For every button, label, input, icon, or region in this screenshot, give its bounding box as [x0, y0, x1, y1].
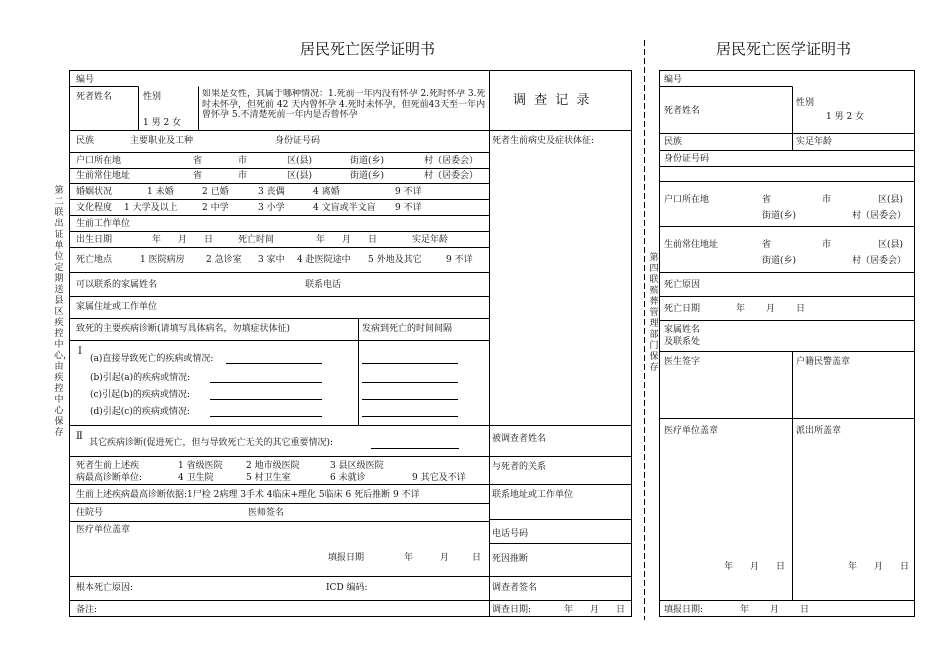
right-hukou-label: 户口所在地 [664, 195, 710, 205]
fill-month: 月 [440, 553, 450, 563]
interval-a-line[interactable] [362, 363, 458, 364]
residence-province: 省 [193, 171, 203, 181]
phone-number-label: 电话号码 [492, 529, 529, 539]
death-place-label: 死亡地点 [76, 255, 113, 265]
right-fill-date-label: 填报日期: [664, 605, 704, 615]
diag-unit-option: 5 村卫生室 [246, 473, 291, 483]
cause-inference-label: 死因推断 [492, 554, 529, 564]
right-hospital-day: 日 [776, 562, 786, 572]
interval-header: 发病到死亡的时间间隔 [362, 324, 453, 334]
hukou-district: 区(县) [287, 156, 313, 166]
family-address-label: 家属住址或工作单位 [76, 302, 158, 312]
cause-b-line[interactable] [210, 382, 322, 383]
diag-unit-option: 4 卫生院 [178, 473, 214, 483]
education-option: 1 大学及以上 [124, 203, 178, 213]
right-physician-sign-label: 医生签字 [664, 357, 701, 367]
marital-option: 9 不详 [395, 187, 422, 197]
place-option: 9 不详 [446, 255, 473, 265]
death-month: 月 [342, 235, 352, 245]
diag-unit-option: 1 省级医院 [178, 461, 223, 471]
right-death-year: 年 [736, 304, 746, 314]
residence-street: 街道(乡) [350, 171, 385, 181]
other-diseases-line[interactable] [371, 448, 459, 449]
death-time-label: 死亡时间 [238, 235, 275, 245]
deceased-name-label: 死者姓名 [76, 92, 113, 102]
education-label: 文化程度 [76, 203, 113, 213]
right-police-year: 年 [848, 562, 858, 572]
right-residence-district: 区(县) [878, 240, 904, 250]
right-police-month: 月 [874, 562, 884, 572]
right-sex-options: 1 男 2 女 [826, 112, 865, 122]
interval-c-line[interactable] [362, 399, 458, 400]
right-cause-label: 死亡原因 [664, 280, 701, 290]
investigation-month: 月 [590, 605, 600, 615]
hukou-street: 街道(乡) [350, 156, 385, 166]
right-hukou-village: 村（居委会） [852, 211, 907, 221]
right-family-address-label: 及联系处 [664, 337, 701, 347]
diag-unit-option: 9 其它及不详 [412, 473, 466, 483]
right-death-date-label: 死亡日期 [664, 304, 701, 314]
occupation-label: 主要职业及工种 [130, 136, 194, 146]
investigation-year: 年 [564, 605, 574, 615]
ethnicity-label: 民族 [76, 136, 95, 146]
other-diseases-label: 其它疾病诊断(促进死亡，但与导致死亡无关的其它重要情况): [89, 438, 334, 448]
diagnosis-basis: 生前上述疾病最高诊断依据:1尸检 2病理 3手术 4临床+理化 5临床 6 死后推断 9 不详 [76, 490, 420, 500]
marital-option: 4 离婚 [313, 187, 340, 197]
cause-d-line[interactable] [210, 416, 322, 417]
place-option: 3 家中 [258, 255, 285, 265]
sex-options: 1 男 2 女 [143, 118, 182, 128]
diag-unit-label-2: 病最高诊断单位: [76, 473, 143, 483]
diagnosis-header: 致死的主要疾病诊断(请填写具体病名，勿填症状体征) [76, 324, 291, 334]
root-cause-label: 根本死亡原因: [76, 583, 134, 593]
investigator-signature-label: 调查者签名 [492, 583, 538, 593]
hukou-city: 市 [238, 156, 248, 166]
contact-address-label: 联系地址或工作单位 [492, 490, 574, 500]
icd-code-label: ICD 编码: [326, 583, 368, 593]
left-side-label: 第二联 出证单位定期送县区疾控中心，由疾控中心保存 [54, 186, 73, 438]
cause-d-label: (d)引起(c)的疾病或情况: [90, 407, 190, 417]
hukou-province: 省 [193, 156, 203, 166]
place-option: 1 医院病房 [140, 255, 185, 265]
right-hukou-province: 省 [762, 195, 772, 205]
place-option: 5 外地及其它 [368, 255, 422, 265]
marital-status-label: 婚姻状况 [76, 187, 113, 197]
interval-d-line[interactable] [362, 416, 458, 417]
birth-date-label: 出生日期 [76, 235, 113, 245]
right-hospital-year: 年 [724, 562, 734, 572]
cause-a-label: (a)直接导致死亡的疾病或情况: [90, 354, 214, 364]
right-ethnicity-label: 民族 [664, 137, 683, 147]
physician-signature-label: 医师签名 [248, 508, 285, 518]
respondent-name-label: 被调查者姓名 [492, 434, 547, 444]
contact-phone-label: 联系电话 [305, 280, 342, 290]
part-two-mark: Ⅱ [76, 431, 83, 442]
right-side-label: 第四联 殡葬管理部门保存 [649, 253, 659, 373]
right-id-label: 身份证号码 [664, 154, 710, 164]
residence-village: 村（居委会） [424, 171, 479, 181]
hukou-label: 户口所在地 [76, 156, 122, 166]
birth-day: 日 [204, 235, 214, 245]
death-year: 年 [316, 235, 326, 245]
right-police-seal-label: 户籍民警盖章 [796, 357, 851, 367]
marital-option: 2 已婚 [202, 187, 229, 197]
fill-day: 日 [472, 553, 482, 563]
right-age-label: 实足年龄 [796, 137, 833, 147]
investigation-day: 日 [616, 605, 626, 615]
diag-unit-label-1: 死者生前上述疾 [76, 461, 140, 471]
serial-number-label: 编号 [76, 75, 95, 85]
right-residence-street: 街道(乡) [762, 256, 797, 266]
part-one-mark: Ⅰ [78, 346, 82, 357]
right-police-station-seal-label: 派出所盖章 [796, 426, 842, 436]
right-hukou-street: 街道(乡) [762, 211, 797, 221]
residence-district: 区(县) [287, 171, 313, 181]
right-police-day: 日 [900, 562, 910, 572]
right-sex-label: 性别 [796, 98, 815, 108]
right-deceased-name-label: 死者姓名 [664, 106, 701, 116]
right-family-name-label: 家属姓名 [664, 325, 701, 335]
fill-date-label: 填报日期 [328, 553, 365, 563]
right-residence-village: 村（居委会） [852, 256, 907, 266]
birth-month: 月 [178, 235, 188, 245]
place-option: 2 急诊室 [206, 255, 242, 265]
right-fill-year: 年 [740, 605, 750, 615]
marital-option: 1 未婚 [147, 187, 174, 197]
birth-year: 年 [152, 235, 162, 245]
hukou-village: 村（居委会） [424, 156, 479, 166]
diag-unit-option: 3 县区级医院 [330, 461, 384, 471]
remarks-label: 备注: [76, 605, 98, 615]
age-label: 实足年龄 [412, 235, 449, 245]
fill-year: 年 [404, 553, 414, 563]
cause-a-line[interactable] [226, 363, 322, 364]
hospital-seal-label: 医疗单位盖章 [76, 525, 131, 535]
residence-city: 市 [238, 171, 248, 181]
investigation-date-label: 调查日期: [492, 605, 532, 615]
id-number-label: 身份证号码 [275, 136, 321, 146]
left-form-title: 居民死亡医学证明书 [300, 40, 436, 58]
education-option: 9 不详 [395, 203, 422, 213]
right-residence-province: 省 [762, 240, 772, 250]
right-death-day: 日 [796, 304, 806, 314]
investigation-record-header: 调 查 记 录 [513, 93, 592, 108]
right-hukou-city: 市 [822, 195, 832, 205]
work-unit-label: 生前工作单位 [76, 219, 131, 229]
interval-b-line[interactable] [362, 382, 458, 383]
right-fill-month: 月 [770, 605, 780, 615]
right-residence-city: 市 [822, 240, 832, 250]
education-option: 4 文盲或半文盲 [313, 203, 376, 213]
diag-unit-option: 2 地市级医院 [246, 461, 300, 471]
right-residence-label: 生前常住地址 [664, 240, 719, 250]
inpatient-number-label: 住院号 [76, 508, 104, 518]
death-day: 日 [368, 235, 378, 245]
cause-c-label: (c)引起(b)的疾病或情况: [90, 390, 190, 400]
cause-b-label: (b)引起(a)的疾病或情况: [90, 373, 191, 383]
right-hukou-district: 区(县) [878, 195, 904, 205]
right-serial-label: 编号 [664, 75, 683, 85]
right-fill-day: 日 [800, 605, 810, 615]
residence-label: 生前常住地址 [76, 171, 131, 181]
marital-option: 3 丧偶 [258, 187, 285, 197]
right-form-title: 居民死亡医学证明书 [716, 40, 852, 58]
right-hospital-month: 月 [750, 562, 760, 572]
place-option: 4 赴医院途中 [297, 255, 351, 265]
diag-unit-option: 6 未就诊 [330, 473, 366, 483]
education-option: 2 中学 [202, 203, 229, 213]
relationship-label: 与死者的关系 [492, 462, 547, 472]
right-hospital-seal-label: 医疗单位盖章 [664, 426, 719, 436]
pregnancy-status-note: 如果是女性，其属于哪种情况：1.死前一年内没有怀孕 2.死时怀孕 3.死时未怀孕，但死前 42 天内曾怀孕 4.死时未怀孕，但死前43天至一年内曾怀孕 5.不清楚死前一年内是否曾怀孕 [202, 89, 486, 120]
right-death-month: 月 [766, 304, 776, 314]
family-contact-label: 可以联系的家属姓名 [76, 280, 158, 290]
illness-history-label: 死者生前病史及症状体征: [492, 136, 595, 146]
education-option: 3 小学 [258, 203, 285, 213]
sex-label: 性别 [143, 92, 162, 102]
cause-c-line[interactable] [210, 399, 322, 400]
